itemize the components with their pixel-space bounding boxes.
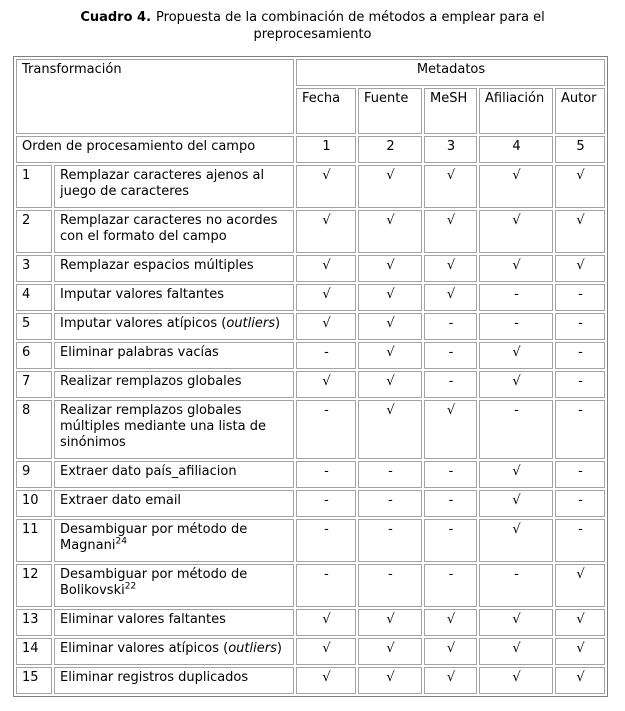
no-value-cell: - <box>555 490 605 517</box>
orden-value-1: 2 <box>358 136 422 163</box>
table-row-4 <box>16 284 605 311</box>
no-value-cell: - <box>358 564 422 607</box>
check-mark-cell: √ <box>479 609 553 636</box>
row-number: 6 <box>16 342 52 369</box>
no-value-cell: - <box>424 313 477 340</box>
no-value-cell: - <box>424 371 477 398</box>
check-mark-cell: √ <box>424 284 477 311</box>
row-number: 8 <box>16 400 52 459</box>
row-number: 15 <box>16 667 52 694</box>
table-caption <box>57 0 569 43</box>
check-mark-cell: √ <box>358 342 422 369</box>
no-value-cell: - <box>555 284 605 311</box>
table-row-7 <box>16 371 605 398</box>
no-value-cell: - <box>479 564 553 607</box>
row-number: 3 <box>16 255 52 282</box>
row-description: Realizar remplazos globales <box>54 371 294 398</box>
check-mark-cell: √ <box>424 638 477 665</box>
no-value-cell: - <box>424 564 477 607</box>
no-value-cell: - <box>555 461 605 488</box>
table-row-6 <box>16 342 605 369</box>
row-description: Imputar valores atípicos (outliers) <box>54 313 294 340</box>
check-mark-cell: √ <box>424 609 477 636</box>
row-number: 10 <box>16 490 52 517</box>
row-number: 9 <box>16 461 52 488</box>
row-description: Remplazar caracteres no acordes con el formato del campo <box>54 210 294 253</box>
no-value-cell: - <box>424 461 477 488</box>
check-mark-cell: √ <box>296 667 356 694</box>
caption-text: Propuesta de la combinación de métodos a emplear para el preprocesamiento <box>156 10 545 42</box>
orden-value-2: 3 <box>424 136 477 163</box>
no-value-cell: - <box>424 519 477 562</box>
row-description: Eliminar registros duplicados <box>54 667 294 694</box>
row-description: Desambiguar por método de Bolikovski$^{22}$ <box>54 564 294 607</box>
row-description: Desambiguar por método de Magnani$^{24}$ <box>54 519 294 562</box>
row-description: Eliminar valores atípicos (outliers) <box>54 638 294 665</box>
check-mark-cell: √ <box>479 255 553 282</box>
check-mark-cell: √ <box>296 609 356 636</box>
check-mark-cell: √ <box>296 210 356 253</box>
row-description: Realizar remplazos globales múltiples mediante una lista de sinónimos <box>54 400 294 459</box>
row-number: 1 <box>16 165 52 208</box>
check-mark-cell: √ <box>358 165 422 208</box>
no-value-cell: - <box>424 342 477 369</box>
row-description: Extraer dato email <box>54 490 294 517</box>
table-row-1 <box>16 165 605 208</box>
check-mark-cell: √ <box>358 400 422 459</box>
no-value-cell: - <box>555 400 605 459</box>
no-value-cell: - <box>296 564 356 607</box>
orden-value-3: 4 <box>479 136 553 163</box>
no-value-cell: - <box>555 371 605 398</box>
no-value-cell: - <box>424 490 477 517</box>
no-value-cell: - <box>479 400 553 459</box>
reference-superscript: 22 <box>124 581 137 592</box>
row-description: Remplazar espacios múltiples <box>54 255 294 282</box>
italic-term: outliers <box>226 316 275 331</box>
orden-row <box>16 136 605 163</box>
italic-term: outliers <box>228 641 277 656</box>
table-row-8 <box>16 400 605 459</box>
table-row-5 <box>16 313 605 340</box>
check-mark-cell: √ <box>555 667 605 694</box>
check-mark-cell: √ <box>296 284 356 311</box>
check-mark-cell: √ <box>424 255 477 282</box>
column-header-3: Afiliación <box>479 88 553 134</box>
caption-label: Cuadro 4. <box>80 10 152 25</box>
orden-label: Orden de procesamiento del campo <box>16 136 294 163</box>
check-mark-cell: √ <box>296 313 356 340</box>
column-header-0: Fecha <box>296 88 356 134</box>
check-mark-cell: √ <box>479 342 553 369</box>
table-row-2 <box>16 210 605 253</box>
reference-superscript: 24 <box>115 536 127 547</box>
no-value-cell: - <box>358 461 422 488</box>
no-value-cell: - <box>296 342 356 369</box>
data-table <box>13 56 608 697</box>
check-mark-cell: √ <box>358 667 422 694</box>
no-value-cell: - <box>296 490 356 517</box>
check-mark-cell: √ <box>555 210 605 253</box>
no-value-cell: - <box>555 342 605 369</box>
check-mark-cell: √ <box>358 255 422 282</box>
table-row-12 <box>16 564 605 607</box>
header-row-top <box>16 59 605 86</box>
row-description: Eliminar palabras vacías <box>54 342 294 369</box>
table-row-11 <box>16 519 605 562</box>
check-mark-cell: √ <box>555 609 605 636</box>
check-mark-cell: √ <box>479 638 553 665</box>
check-mark-cell: √ <box>424 400 477 459</box>
column-header-4: Autor <box>555 88 605 134</box>
no-value-cell: - <box>479 284 553 311</box>
row-number: 7 <box>16 371 52 398</box>
check-mark-cell: √ <box>479 490 553 517</box>
row-number: 5 <box>16 313 52 340</box>
metadatos-header: Metadatos <box>296 59 605 86</box>
row-number: 14 <box>16 638 52 665</box>
row-description: Remplazar caracteres ajenos al juego de caracteres <box>54 165 294 208</box>
check-mark-cell: √ <box>479 210 553 253</box>
check-mark-cell: √ <box>296 371 356 398</box>
row-number: 11 <box>16 519 52 562</box>
row-description: Imputar valores faltantes <box>54 284 294 311</box>
table-row-15 <box>16 667 605 694</box>
check-mark-cell: √ <box>296 255 356 282</box>
no-value-cell: - <box>555 519 605 562</box>
no-value-cell: - <box>555 313 605 340</box>
no-value-cell: - <box>296 461 356 488</box>
check-mark-cell: √ <box>358 609 422 636</box>
check-mark-cell: √ <box>479 519 553 562</box>
check-mark-cell: √ <box>358 371 422 398</box>
check-mark-cell: √ <box>358 284 422 311</box>
no-value-cell: - <box>358 490 422 517</box>
column-header-1: Fuente <box>358 88 422 134</box>
no-value-cell: - <box>479 313 553 340</box>
check-mark-cell: √ <box>424 667 477 694</box>
check-mark-cell: √ <box>424 165 477 208</box>
check-mark-cell: √ <box>424 210 477 253</box>
table-row-10 <box>16 490 605 517</box>
column-header-2: MeSH <box>424 88 477 134</box>
table-row-3 <box>16 255 605 282</box>
row-number: 12 <box>16 564 52 607</box>
check-mark-cell: √ <box>479 667 553 694</box>
check-mark-cell: √ <box>358 210 422 253</box>
no-value-cell: - <box>296 519 356 562</box>
check-mark-cell: √ <box>555 564 605 607</box>
check-mark-cell: √ <box>479 165 553 208</box>
row-description: Extraer dato país_afiliacion <box>54 461 294 488</box>
check-mark-cell: √ <box>358 313 422 340</box>
row-number: 13 <box>16 609 52 636</box>
orden-value-4: 5 <box>555 136 605 163</box>
no-value-cell: - <box>296 400 356 459</box>
check-mark-cell: √ <box>479 461 553 488</box>
table-row-14 <box>16 638 605 665</box>
check-mark-cell: √ <box>296 638 356 665</box>
table-row-9 <box>16 461 605 488</box>
row-description: Eliminar valores faltantes <box>54 609 294 636</box>
check-mark-cell: √ <box>479 371 553 398</box>
check-mark-cell: √ <box>358 638 422 665</box>
row-number: 4 <box>16 284 52 311</box>
check-mark-cell: √ <box>296 165 356 208</box>
row-number: 2 <box>16 210 52 253</box>
orden-value-0: 1 <box>296 136 356 163</box>
table-row-13 <box>16 609 605 636</box>
check-mark-cell: √ <box>555 638 605 665</box>
transformacion-header: Transformación <box>16 59 294 134</box>
check-mark-cell: √ <box>555 165 605 208</box>
check-mark-cell: √ <box>555 255 605 282</box>
no-value-cell: - <box>358 519 422 562</box>
